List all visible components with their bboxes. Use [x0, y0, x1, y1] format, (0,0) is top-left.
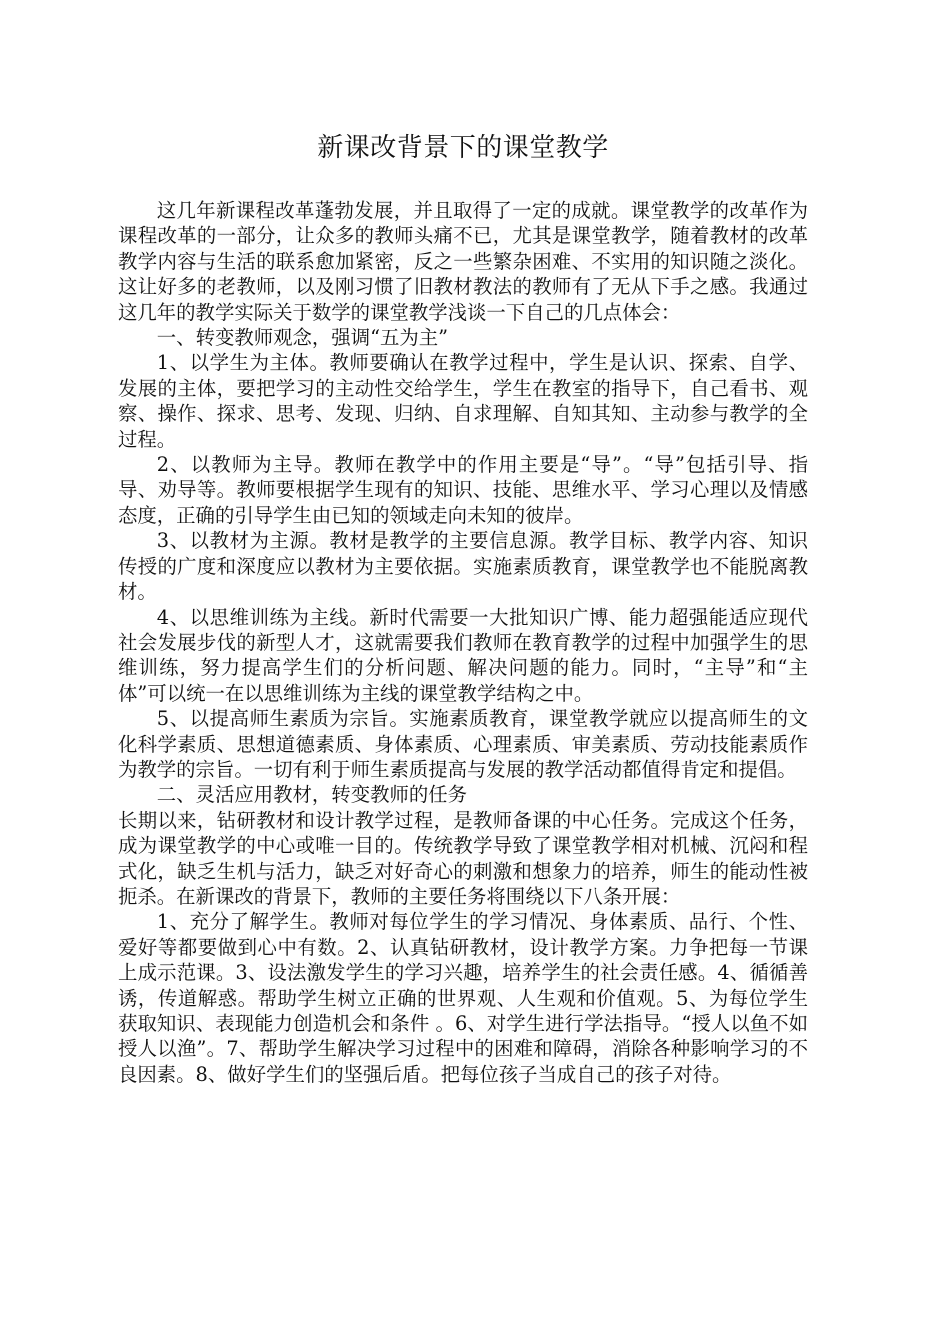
paragraph-tasks-intro: 长期以来，钻研教材和设计教学过程，是教师备课的中心任务。完成这个任务，成为课堂教学的中心或唯一目的。传统教学导致了课堂教学相对机械、沉闷和程式化，缺乏生机与活力，缺乏对好奇心的刺激和想象力的培养，师生的能动性被扼杀。在新课改的背景下，教师的主要任务将围绕以下八条开展： — [118, 808, 808, 908]
paragraph-point-1: 1、以学生为主体。教师要确认在教学过程中，学生是认识、探索、自学、发展的主体，要把学习的主动性交给学生，学生在教室的指导下，自己看书、观察、操作、探求、思考、发现、归纳、自求理解、自知其知、主动参与教学的全过程。 — [118, 351, 808, 451]
paragraph-intro: 这几年新课程改革蓬勃发展，并且取得了一定的成就。课堂教学的改革作为课程改革的一部分，让众多的教师头痛不已，尤其是课堂教学，随着教材的改革教学内容与生活的联系愈加紧密，反之一些繁杂困难、不实用的知识随之淡化。这让好多的老教师，以及刚习惯了旧教材教法的教师有了无从下手之感。我通过这几年的教学实际关于数学的课堂教学浅谈一下自己的几点体会： — [118, 199, 808, 324]
paragraph-point-3: 3、以教材为主源。教材是教学的主要信息源。教学目标、教学内容、知识传授的广度和深度应以教材为主要依据。实施素质教育，课堂教学也不能脱离教材。 — [118, 529, 808, 604]
document-title: 新课改背景下的课堂教学 — [317, 133, 609, 163]
document-body — [118, 198, 808, 1087]
paragraph-point-5: 5、以提高师生素质为宗旨。实施素质教育，课堂教学就应以提高师生的文化科学素质、思想道德素质、身体素质、心理素质、审美素质、劳动技能素质作为教学的宗旨。一切有利于师生素质提高与发展的教学活动都值得肯定和提倡。 — [118, 707, 808, 781]
paragraph-point-2: 2、以教师为主导。教师在教学中的作用主要是“导”。“导”包括引导、指导、劝导等。教师要根据学生现有的知识、技能、思维水平、学习心理以及情感态度，正确的引导学生由已知的领域走向未知的彼岸。 — [118, 453, 808, 527]
paragraph-point-4: 4、以思维训练为主线。新时代需要一大批知识广博、能力超强能适应现代社会发展步伐的新型人才，这就需要我们教师在教育教学的过程中加强学生的思维训练，努力提高学生们的分析问题、解决问题的能力。同时，“主导”和“主体”可以统一在以思维训练为主线的课堂教学结构之中。 — [118, 605, 808, 705]
document-page — [118, 128, 808, 1087]
paragraph-tasks-list: 1、充分了解学生。教师对每位学生的学习情况、身体素质、品行、个性、爱好等都要做到心中有数。2、认真钻研教材，设计教学方案。力争把每一节课上成示范课。3、设法激发学生的学习兴趣，培养学生的社会责任感。4、循循善诱，传道解惑。帮助学生树立正确的世界观、人生观和价值观。5、为每位学生获取知识、表现能力创造机会和条件 。6、对学生进行学法指导。“授人以鱼不如授人以渔”。7、帮助学生解决学习过程中的困难和障碍，消除各种影响学习的不良因素。8、做好学生们的坚强后盾。把每位孩子当成自己的孩子对待。 — [118, 910, 808, 1086]
section-heading-2: 二、灵活应用教材，转变教师的任务 — [156, 783, 468, 807]
section-heading-1: 一、转变教师观念，强调“五为主” — [156, 326, 449, 350]
